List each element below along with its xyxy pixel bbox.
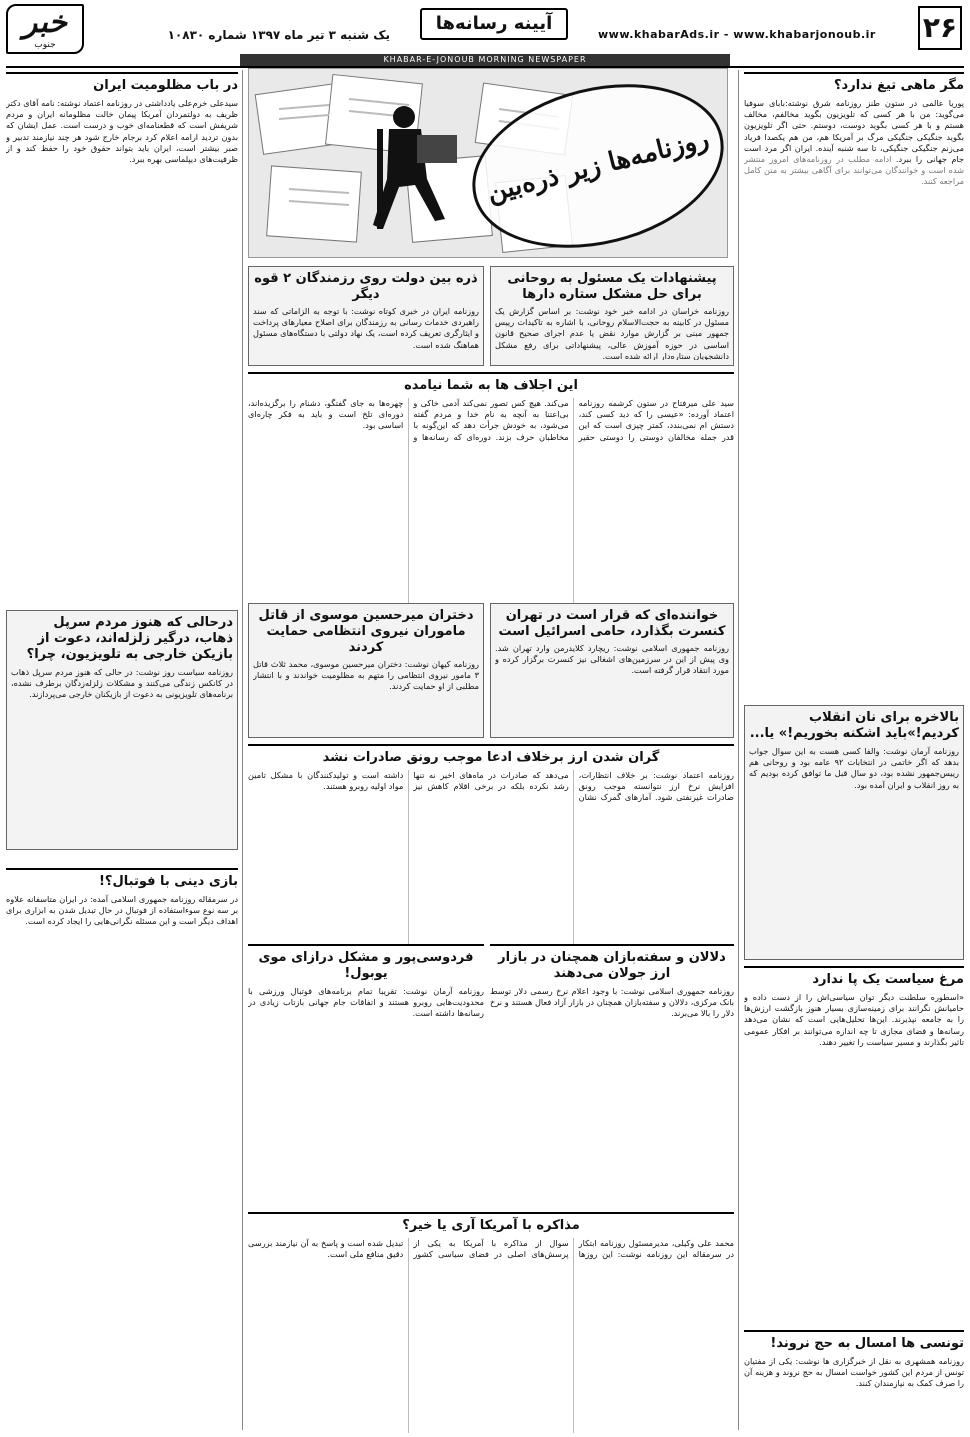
hero-title-panel <box>470 88 720 238</box>
article-text: روزنامه آرمان نوشت: تقریبا تمام برنامه‌های فوتبال ورزشی با محدودیت‌هایی روبرو هستند و اتفاقات جام جهانی بازتاب زیادی در رسانه‌ها داشته است. <box>248 986 484 1019</box>
article-title: این اجلاف ها به شما نیامده <box>248 372 734 394</box>
article-body <box>11 667 233 837</box>
article-text: محمد علی وکیلی، مدیرمسئول روزنامه ابتکار در سرمقاله این روزنامه نوشت: این روزها سوال از مذاکره با آمریکا به یکی از پرسش‌های اصلی در فضای سیاسی کشور تبدیل شده است و پاسخ به آن نیازمند بررسی دقیق منافع ملی است. <box>248 1238 734 1260</box>
article-text: روزنامه آرمان نوشت: والفا کسی هست به این سوال جواب بدهد که اگر خاتمی در انتخابات ۹۲ عامه بود و روحانی هم رییس‌جمهور نشده بود، دو سال قبل ما توافق کرده بودیم که به روز انقلاب و ایران آمده‌ بود. <box>749 746 959 790</box>
article-title: مگر ماهی تیغ ندارد؟ <box>744 72 964 94</box>
article-right-top <box>744 72 964 718</box>
page-number: ۲۶ <box>918 6 962 50</box>
article-body <box>744 992 964 1337</box>
article-body <box>495 306 729 360</box>
article-title: مرغ سیاست یک پا ندارد <box>744 966 964 988</box>
logo-sub: جنوب <box>34 40 56 50</box>
article-title: گران شدن ارز برخلاف ادعا موجب رونق صادرات نشد <box>248 744 734 766</box>
article-body <box>744 98 964 718</box>
article-body <box>253 306 479 376</box>
article-text: پوریا عالمی در ستون طنز روزنامه شرق نوشته:بابای سوفیا می‌گوید: من با هر کسی که تلویزیون بگوید مخالفم، مخالف هستم و با هر کسی بگوید دوست، دوستم. حتی اگر تلویزیون بگوید جنگیکی جنگیکی مرگ بر آمریکا هم، من هم یکصدا فریاد می‌زنم جنگیکی جنگیکی، تا سه شنبه آینده. ایران اگر مرد است جام جهانی را ببرد. <box>744 98 964 165</box>
article-right-bottom <box>744 966 964 1337</box>
hero-title: روزنامه‌ها زیر ذره‌بین <box>484 123 712 209</box>
article-negotiation <box>248 1212 734 1433</box>
article-text: روزنامه ایران در خبری کوتاه نوشت: با توجه به الزاماتی که سند راهبردی خدمات رسانی به رزمندگان برای اصلاح معیارهای پرداخت و ایثارگری تعریف کرده است، یک نهاد دولتی با دستگاه‌های مسئول هماهنگ شده است. <box>253 306 479 350</box>
article-text: روزنامه سیاست روز نوشت: در حالی که هنوز مردم سرپل ذهاب در کانکس زندگی می‌کنند و مشکلات زلزله‌زدگان برطرف نشده، برنامه‌های تلویزیونی به دعوت از بازیکنان خارجی می‌پردازند. <box>11 667 233 700</box>
article-title: بازی دینی با فوتبال؟! <box>6 868 238 890</box>
article-text: سیدعلی خرم‌علی یادداشتی در روزنامه اعتماد نوشته: نامه آقای دکتر ظریف به دولتمردان آمریکا پیمان خالت مظلومانه ایران و مردم شریفش است که قطعنامه‌ای خوب و درست است. عمل ایشان که بدون تردید ارامه اعلام کرد برجام خارج شود هر چند نیازمند تدبیر و صبر بیشتر است، ایران باید بتواند حقوق خود را حفظ کند و از ظرفیت‌های دیپلماسی بهره ببرد. <box>6 98 238 165</box>
article-lead <box>248 372 734 623</box>
article-title: فردوسی‌پور و مشکل درازای موی یوبول! <box>248 944 484 982</box>
article-body <box>6 98 238 613</box>
article-body <box>749 746 959 951</box>
article-ferdowsi <box>248 944 484 1226</box>
article-title: ذره بین دولت روی رزمندگان ۲ قوه دیگر <box>254 271 478 302</box>
article-right-mid <box>744 705 964 960</box>
article-title: دختران میرحسین موسوی از قاتل ماموران نیروی انتظامی حمایت کردند <box>258 608 474 655</box>
article-concert <box>490 603 734 738</box>
article-body <box>495 643 729 728</box>
logo-text: خبر <box>22 5 68 40</box>
article-title: دلالان و سفته‌بازان همچنان در بازار ارز جولان می‌دهند <box>490 944 734 982</box>
article-body <box>248 770 734 945</box>
article-title: بالاخره برای نان انقلاب کردیم!»باید اشکنه بخوریم!» یا... <box>749 710 959 741</box>
article-left-bottom <box>6 868 238 1434</box>
article-brokers <box>490 944 734 1226</box>
article-currency <box>248 744 734 945</box>
article-text: سید علی میرفتاح در ستون کرشمه روزنامه اعتماد آورده: «عیسی را که دید کسی کند، دستش ام نمی‌بندد، کمتر چیزی است که این قدر جمله مخالفان دوستی را دوستی حقیر می‌کند. هیچ کس تصور نمی‌کند آدمی خاکی و بی‌اعتنا به آنچه به نام خدا و مردم گفته می‌شود، به خودش جرأت دهد که این‌گونه با مخاطبان حرف بزند. دوره‌ای که رسانه‌ها و چهره‌ها به جای گفتگو، دشنام را برگزیده‌اند، دوره‌ای تلخ است و باید به فکر چاره‌ای اساسی بود. <box>248 398 734 442</box>
article-body <box>6 894 238 1434</box>
section-title: آیینه رسانه‌ها <box>420 8 568 40</box>
column-divider <box>738 70 739 1430</box>
issue-line: یک شنبه ۳ تیر ماه ۱۳۹۷ شماره ۱۰۸۳۰ <box>167 28 390 42</box>
article-title: در باب مظلومیت ایران <box>6 72 238 94</box>
article-proposals <box>490 266 734 366</box>
article-text: در سرمقاله روزنامه جمهوری اسلامی آمده: در ایران متاسفانه علاوه بر سه نوع سوءاستفاده از فوتبال در حال تبدیل شدن به ابزاری برای اهداف دیگر است و این مسئله نگرانی‌هایی را ایجاد کرده است. <box>6 894 238 927</box>
article-title: مذاکره با آمریکا آری یا خیر؟ <box>248 1212 734 1234</box>
column-divider <box>242 70 243 1430</box>
article-text: روزنامه اعتماد نوشت: بر خلاف انتظارات، افزایش نرخ ارز نتوانسته موجب رونق صادرات غیرنفتی شود. آمارهای گمرک نشان می‌دهد که صادرات در ماه‌های اخیر نه تنها رشد نکرده بلکه در برخی اقلام کاهش نیز داشته است و تولیدکنندگان با مشکل تامین مواد اولیه روبرو هستند. <box>248 770 734 803</box>
article-body <box>744 1356 964 1436</box>
article-text: روزنامه جمهوری اسلامی نوشت: ریچارد کلایدرمن وارد تهران شد. وی پیش از این در سرزمین‌های اشغالی نیز کنسرت برگزار کرده و مورد انتقاد قرار گرفته است. <box>495 643 729 676</box>
article-title: تونسی ها امسال به حج نروند! <box>744 1330 964 1352</box>
article-particles <box>248 266 484 366</box>
article-body <box>248 986 484 1226</box>
article-left-top <box>6 72 238 613</box>
article-title: خواننده‌ای که قرار است در تهران کنسرت بگذارد، حامی اسرائیل است <box>498 608 726 639</box>
article-body <box>248 398 734 623</box>
newspaper-logo <box>6 4 84 54</box>
newspaper-banner: KHABAR-E-JONOUB MORNING NEWSPAPER <box>240 54 730 66</box>
article-text: روزنامه خراسان در ادامه خبر خود نوشت: بر اساس گزارش یک مسئول در کابینه به حجت‌الاسلام روحانی، با اشاره به تاکیدات رییس جمهور مبنی بر گزارش موارد نقض یا عدم اجرای صحیح قانون اساسی در حوزه آموزش عالی، پیشنهاداتی برای رفع مشکل دانشجویان ستاره‌دار ارائه شده است. <box>495 306 729 360</box>
article-left-mid <box>6 610 238 850</box>
article-body <box>248 1238 734 1433</box>
article-title: پیشنهادات یک مسئول به روحانی برای حل مشکل ستاره دارها <box>507 271 717 302</box>
article-text: روزنامه جمهوری اسلامی نوشت: با وجود اعلام نرخ رسمی دلار توسط بانک مرکزی، دلالان و سفته‌بازان همچنان در بازار آزاد فعال هستند و نرخ دلار را بالا می‌برند. <box>490 986 734 1019</box>
filler-text: ادامه مطلب در روزنامه‌های امروز منتشر شده است و خوانندگان می‌توانند برای آگاهی بیشتر به متن کامل مراجعه کنند. <box>744 154 964 187</box>
article-body <box>253 659 479 744</box>
article-body <box>490 986 734 1226</box>
article-text: روزنامه همشهری به نقل از خبرگزاری ها نوشت: یکی از مفتیان تونس از مردم این کشور خواست امسال به حج نروند و هزینه آن را صرف کمک به نیازمندان کنند. <box>744 1356 964 1389</box>
article-right-last <box>744 1330 964 1436</box>
article-text: روزنامه کیهان نوشت: دختران میرحسین موسوی، محمد ثلاث قاتل ۳ مامور نیروی انتظامی را متهم به مظلومیت خواندند و با انتشار مطلبی از او حمایت کردند. <box>253 659 479 692</box>
article-title: درحالی که هنوز مردم سرپل ذهاب، درگیر زلزله‌اند، دعوت از بازیکن خارجی به تلویزیون، چرا؟ <box>26 615 233 662</box>
article-text: «اسطوره سلطنت دیگر توان سیاسی‌اش را از دست داده و حامیانش نگرانند برای زمینه‌سازی بسیار هنوز بازگشت ارزش‌ها را به جامعه نپذیرند. این‌ها تحلیل‌هایی است که نشان می‌دهد رسانه‌ها و فضای مجازی تا چه اندازه می‌توانند بر افکار عمومی تاثیر بگذارند و مسیر سیاست را تغییر دهند. <box>744 992 964 1047</box>
website-urls[interactable]: www.khabarAds.ir - www.khabarjonoub.ir <box>598 28 876 41</box>
article-daughters <box>248 603 484 738</box>
